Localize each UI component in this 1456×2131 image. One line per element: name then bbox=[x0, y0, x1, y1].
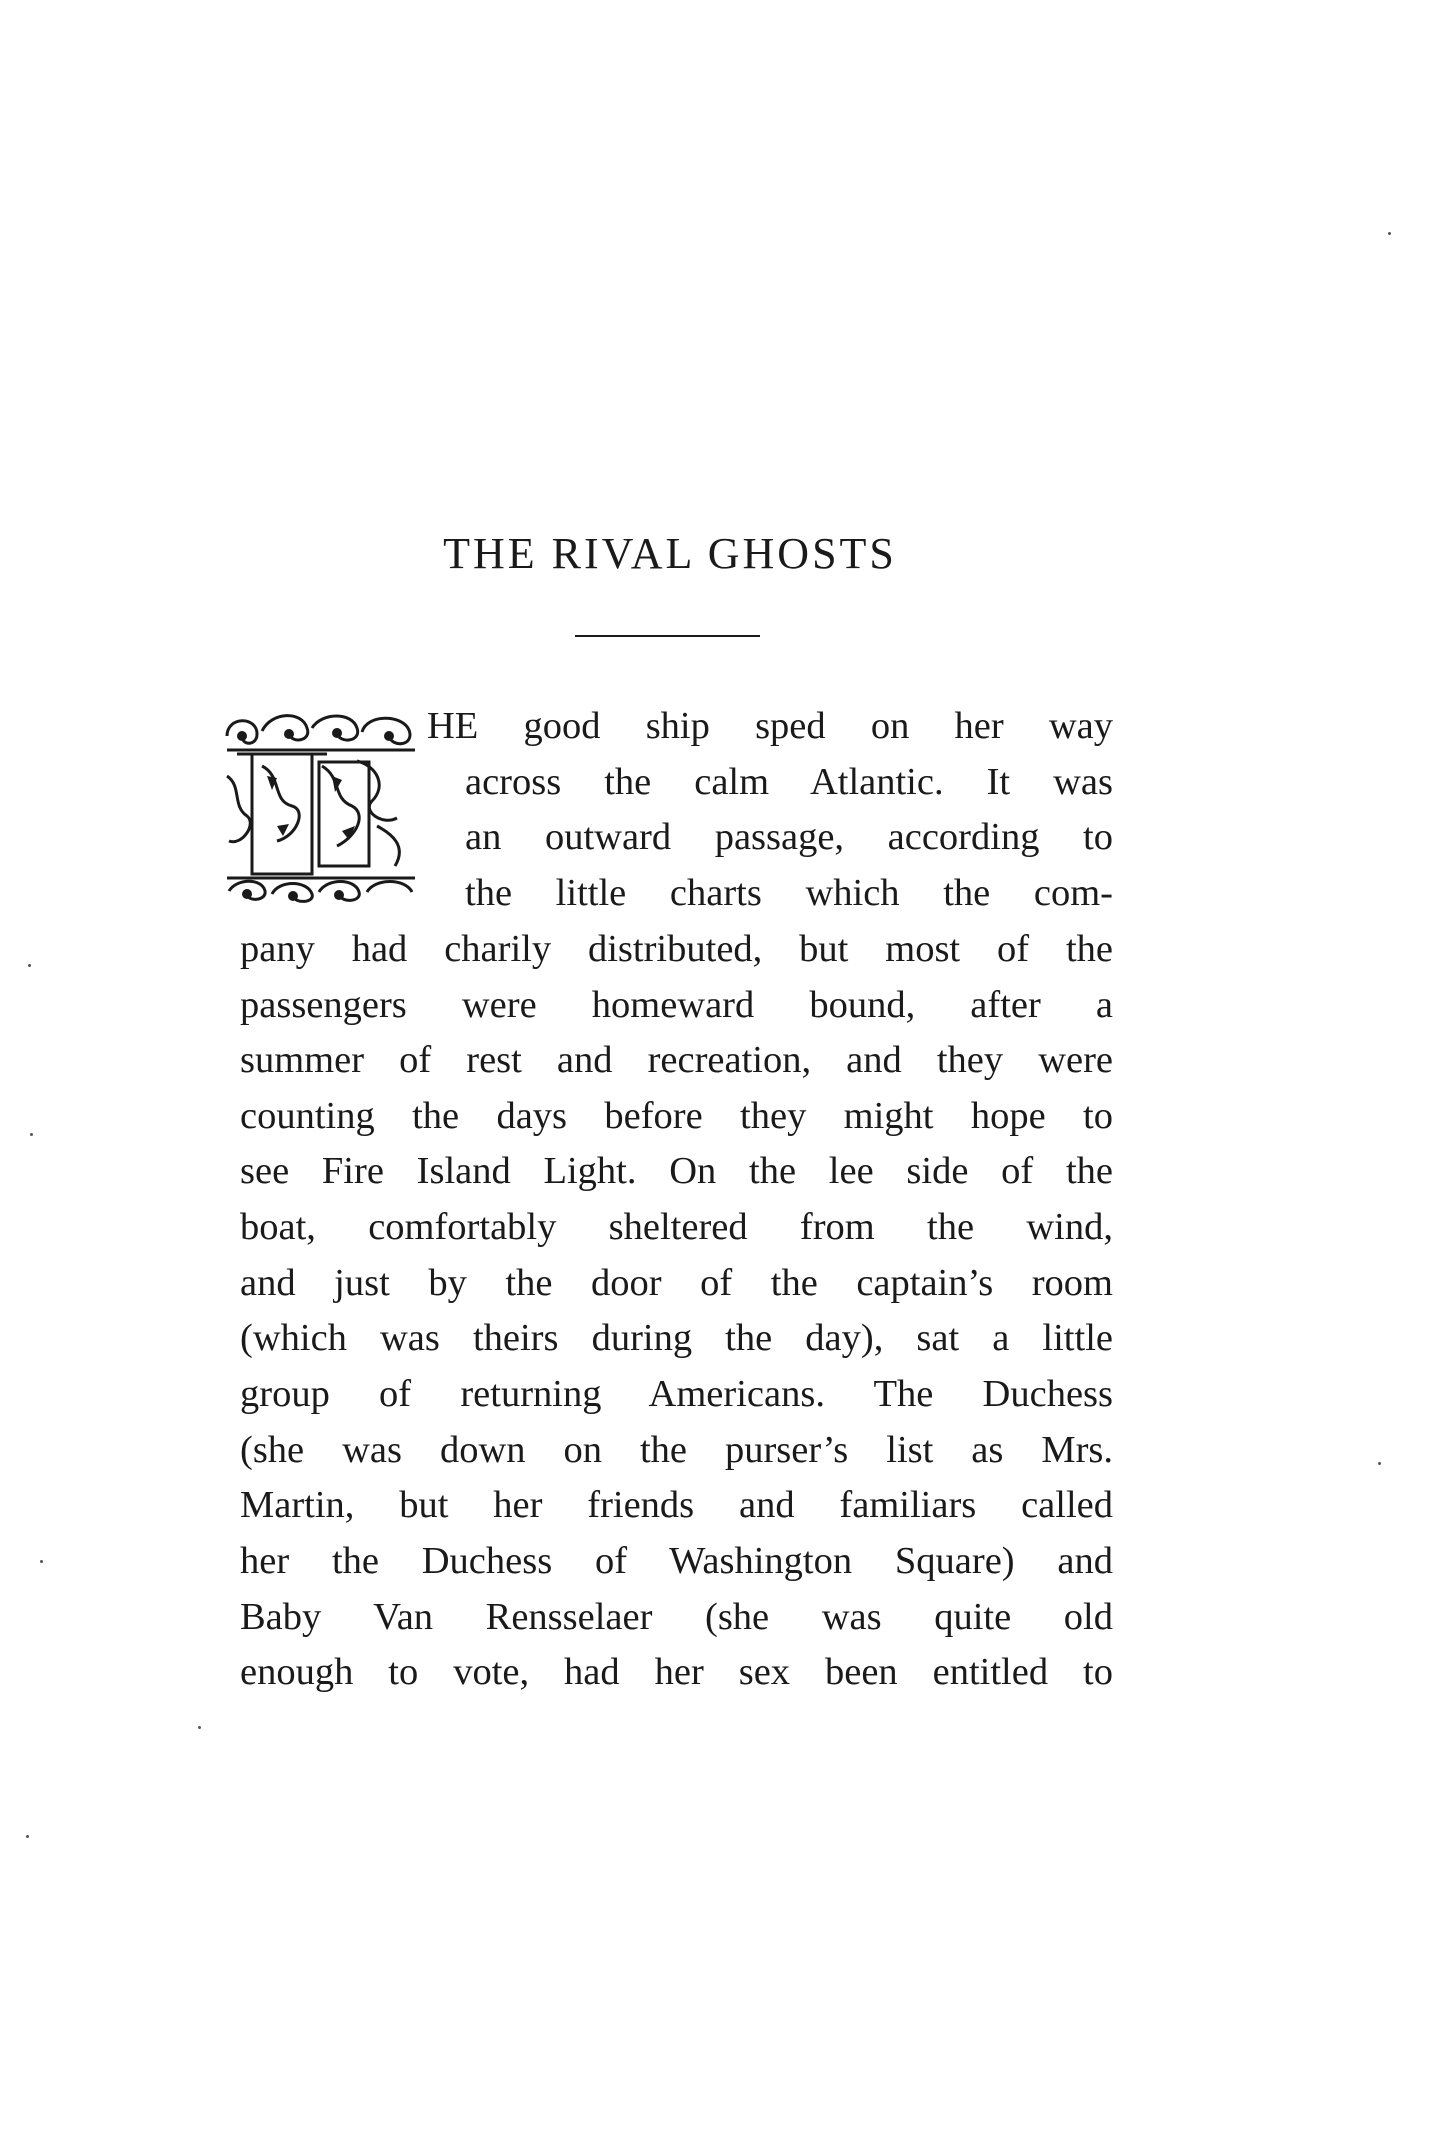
text-line: passengers were homeward bound, after a bbox=[240, 984, 1113, 1026]
text-line: (which was theirs during the day), sat a little bbox=[240, 1317, 1113, 1359]
text-line: Baby Van Rensselaer (she was quite old bbox=[240, 1596, 1113, 1638]
text-line: enough to vote, had her sex been entitled to bbox=[240, 1651, 1113, 1693]
text-line: (she was down on the purser’s list as Mrs. bbox=[240, 1429, 1113, 1471]
scan-speck bbox=[1388, 232, 1391, 235]
text-line: group of returning Americans. The Duchess bbox=[240, 1373, 1113, 1415]
text-line: her the Duchess of Washington Square) and bbox=[240, 1540, 1113, 1582]
chapter-title: THE RIVAL GHOSTS bbox=[443, 529, 897, 578]
text-line: see Fire Island Light. On the lee side of the bbox=[240, 1150, 1113, 1192]
scan-speck bbox=[28, 964, 31, 967]
text-line: across the calm Atlantic. It was bbox=[465, 761, 1113, 803]
scan-speck bbox=[1378, 1462, 1381, 1465]
text-line: and just by the door of the captain’s room bbox=[240, 1262, 1113, 1304]
text-line: Martin, but her friends and familiars called bbox=[240, 1484, 1113, 1526]
scan-speck bbox=[198, 1726, 201, 1729]
text-line: the little charts which the com- bbox=[465, 872, 1113, 914]
scan-speck bbox=[30, 1133, 33, 1136]
text-line: HE good ship sped on her way bbox=[427, 705, 1113, 747]
text-line: boat, comfortably sheltered from the wind, bbox=[240, 1206, 1113, 1248]
text-line: counting the days before they might hope to bbox=[240, 1095, 1113, 1137]
ornamental-drop-cap-icon bbox=[217, 706, 425, 904]
title-rule bbox=[575, 635, 760, 637]
scan-speck bbox=[26, 1835, 29, 1838]
text-line: pany had charily distributed, but most of the bbox=[240, 928, 1113, 970]
text-line: summer of rest and recreation, and they were bbox=[240, 1039, 1113, 1081]
scan-speck bbox=[40, 1560, 43, 1563]
text-line: an outward passage, according to bbox=[465, 816, 1113, 858]
